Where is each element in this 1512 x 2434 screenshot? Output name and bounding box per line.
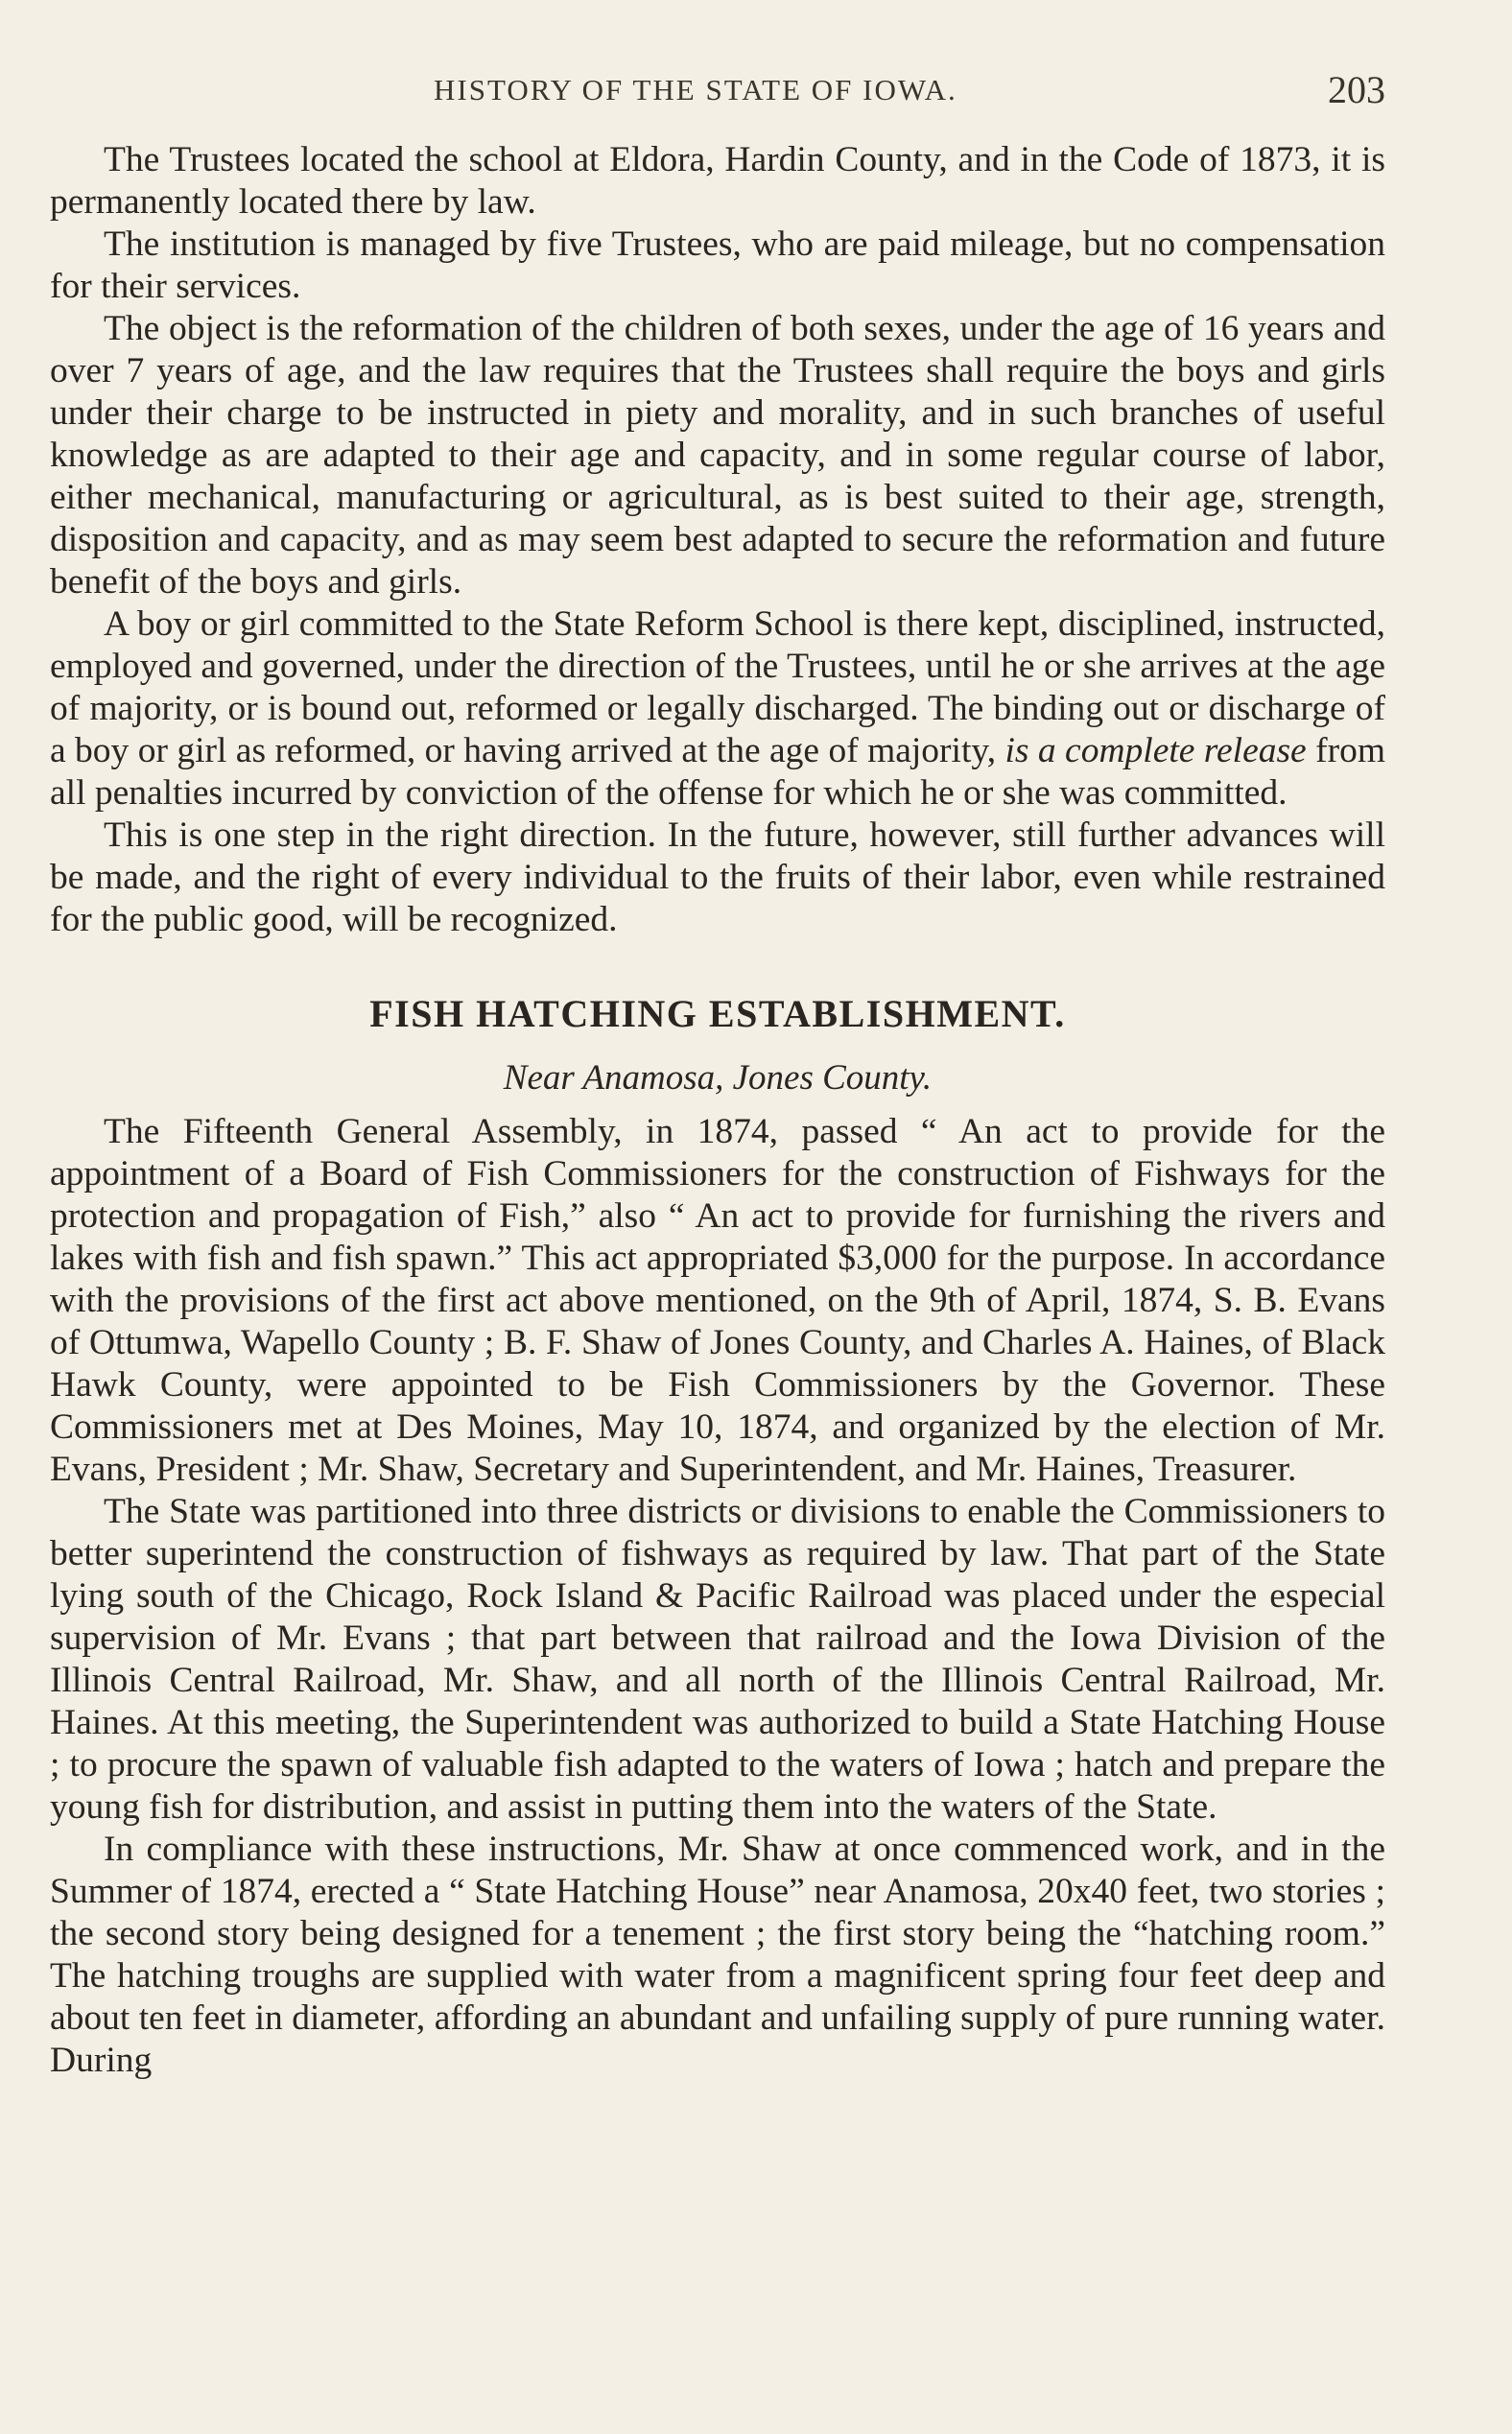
running-head xyxy=(50,67,1385,115)
page-number: 203 xyxy=(1328,68,1385,111)
paragraph-hatching-house: In compliance with these instructions, Mr. Shaw at once commenced work, and in the Summer of 1874, erected a “ State Hatching House” near Anamosa, 20x40 feet, two stories ; the second story being designed for a tenement ; the first story being the “hatching room.” The hatching troughs are supplied with water from a magnificent spring four feet deep and about ten feet in diameter, affording an abundant and unfailing supply of pure running water. During xyxy=(50,1830,1385,2080)
paragraph-trustees: The institution is managed by five Trustees, who are paid mileage, but no compensation for their services. xyxy=(50,224,1385,306)
paragraph-committed-child-text: A boy or girl committed to the State Reform School is there kept, disciplined, instructed, employed and governed, under the direction of the Trustees, until he or she arrives at the age of majority, or is bound out, reformed or legally discharged. The binding out or discharge of a boy or girl as reformed, or having arrived at the age of majority, xyxy=(50,604,1385,770)
running-title: HISTORY OF THE STATE OF IOWA. xyxy=(434,73,957,106)
body-text xyxy=(50,139,1385,2082)
section-subheading: Near Anamosa, Jones County. xyxy=(503,1058,933,1098)
paragraph-school-location: The Trustees located the school at Eldora, Hardin County, and in the Code of 1873, it is permanently located there by law. xyxy=(50,140,1385,222)
paragraph-reformation-object: The object is the reformation of the children of both sexes, under the age of 16 years and over 7 years of age, and the law requires that the Trustees shall require the boys and girls under their charge to be instructed in piety and morality, and in such branches of useful knowledge as are adapted to their age and capacity, and in some regular course of labor, either mechanical, manufacturing or agricultural, as is best suited to their age, strength, disposition and capacity, and as may seem best adapted to secure the reformation and future benefit of the boys and girls. xyxy=(50,309,1385,602)
paragraph-fish-commission-act: The Fifteenth General Assembly, in 1874, passed “ An act to provide for the appointment of a Board of Fish Commissioners for the construction of Fishways for the protection and propagation of Fish,” also “ An act to provide for furnishing the rivers and lakes with fish and fish spawn.” This act appropriated $3,000 for the purpose. In accordance with the provisions of the first act above mentioned, on the 9th of April, 1874, S. B. Evans of Ottumwa, Wapello County ; B. F. Shaw of Jones County, and Charles A. Haines, of Black Hawk County, were appointed to be Fish Commissioners by the Governor. These Commissioners met at Des Moines, May 10, 1874, and organized by the election of Mr. Evans, President ; Mr. Shaw, Secretary and Superintendent, and Mr. Haines, Treasurer. xyxy=(50,1112,1385,1489)
paragraph-right-direction: This is one step in the right direction. In the future, however, still further advances will be made, and the right of every individual to the fruits of their labor, even while restrained for the public good, will be recognized. xyxy=(50,815,1385,939)
paragraph-committed-child xyxy=(50,603,1385,815)
emphasized-phrase: is a complete release xyxy=(1004,731,1307,770)
section-heading: FISH HATCHING ESTABLISHMENT. xyxy=(369,992,1066,1035)
paragraph-districts: The State was partitioned into three districts or divisions to enable the Commissioners to better superintend the construction of fishways as required by law. That part of the State lying south of the Chicago, Rock Island & Pacific Railroad was placed under the especial supervision of Mr. Evans ; that part between that railroad and the Iowa Division of the Illinois Central Railroad, Mr. Shaw, and all north of the Illinois Central Railroad, Mr. Haines. At this meeting, the Superintendent was authorized to build a State Hatching House ; to procure the spawn of valuable fish adapted to the waters of Iowa ; hatch and prepare the young fish for distribution, and assist in putting them into the waters of the State. xyxy=(50,1492,1385,1827)
paragraph-committed-child-text-end: from all penalties incurred by conviction of the offense for which he or she was committed. xyxy=(50,731,1385,813)
